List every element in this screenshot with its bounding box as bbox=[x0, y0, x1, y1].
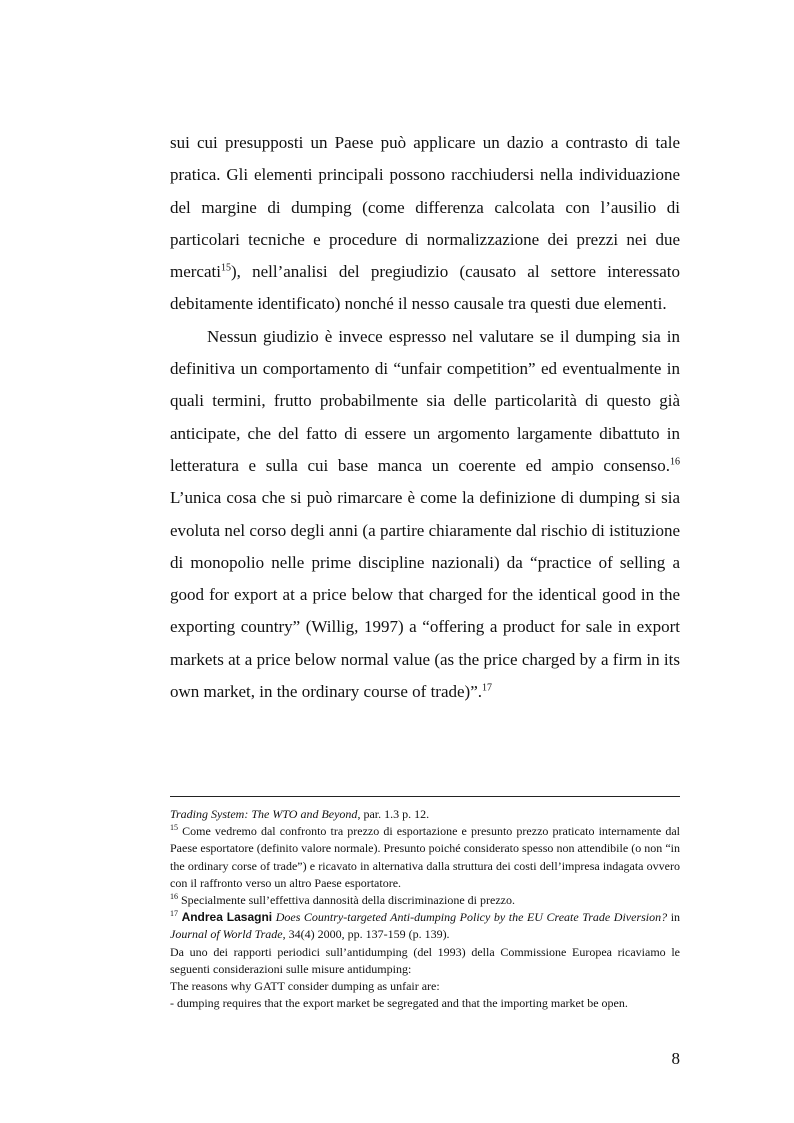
footnote-extra-2: The reasons why GATT consider dumping as unfair are: bbox=[170, 979, 440, 994]
footnote-17-number: 17 bbox=[170, 909, 178, 919]
body-text bbox=[170, 127, 680, 708]
paragraph-1-text: sui cui presupposti un Paese può applicare un dazio a contrasto di tale pratica. Gli elementi principali possono racchiudersi nella individuazione del margine di dumping (come differenza calcolata con l’ausilio di particolari tecniche e procedure di normalizzazione dei prezzi nei due mercati bbox=[170, 133, 680, 282]
footnote-15 bbox=[170, 823, 680, 892]
footnote-ref-15: 15 bbox=[220, 262, 231, 274]
footnote-15-text: Come vedremo dal confronto tra prezzo di esportazione e presunto prezzo praticato internamente dal Paese esportatore (definito valore normale). Presunto poiché considerato spesso non attendibile (o non “in the ordinary corse of trade”) e ricavato in alternativa dalla struttura dei costi dell’impresa indagata ovvero con il raffronto verso un altro Paese esportatore. bbox=[170, 824, 680, 890]
footnote-extra-3: - dumping requires that the export market be segregated and that the importing market be open. bbox=[170, 996, 628, 1011]
footnotes bbox=[170, 806, 680, 1012]
paragraph-2-text-cont: L’unica cosa che si può rimarcare è come la definizione di dumping si sia evoluta nel corso degli anni (a partire chiaramente dal rischio di istituzione di monopolio nelle prime discipline nazionali) da “practice of selling a good for export at a price below that charged for the identical good in the exporting country” (Willig, 1997) a “offering a product for sale in export markets at a price below normal value (as the price charged by a firm in its own market, in the ordinary course of trade)”. bbox=[170, 488, 680, 702]
paragraph-1-text-cont: ), nell’analisi del pregiudizio (causato al settore interessato debitamente identificato) nonché il nesso causale tra questi due elementi. bbox=[170, 262, 680, 314]
footnote-separator bbox=[170, 796, 680, 797]
footnote-17-rest: , 34(4) 2000, pp. 137-159 (p. 139). bbox=[282, 927, 450, 942]
footnote-continued-rest: , par. 1.3 p. 12. bbox=[357, 807, 430, 821]
footnote-continued-title: Trading System: The WTO and Beyond bbox=[170, 807, 358, 821]
footnote-15-number: 15 bbox=[170, 823, 178, 833]
footnote-extra-1: Da uno dei rapporti periodici sull’antidumping (del 1993) della Commissione Europea ricaviamo le seguenti considerazioni sulle misure antidumping: bbox=[170, 944, 680, 976]
footnote-17-author: Andrea Lasagni bbox=[181, 910, 273, 925]
footnote-ref-16: 16 bbox=[670, 456, 680, 468]
paragraph-1 bbox=[170, 127, 680, 321]
footnote-17-in: in bbox=[667, 910, 681, 925]
footnote-17-journal: Journal of World Trade bbox=[170, 927, 283, 942]
footnote-16-text: Specialmente sull’effettiva dannosità della discriminazione di prezzo. bbox=[178, 893, 515, 908]
footnote-continued bbox=[170, 806, 680, 823]
footnote-17 bbox=[170, 909, 680, 943]
paragraph-2-text: Nessun giudizio è invece espresso nel valutare se il dumping sia in definitiva un comportamento di “unfair competition” ed eventualmente in quali termini, frutto probabilmente sia delle particolarità di questo già anticipate, che del fatto di essere un argomento largamente dibattuto in letteratura e sulla cui base manca un coerente ed ampio consenso. bbox=[170, 326, 680, 475]
footnote-16 bbox=[170, 892, 680, 909]
footnote-16-number: 16 bbox=[170, 892, 178, 902]
footnote-ref-17: 17 bbox=[482, 682, 493, 694]
paragraph-2 bbox=[170, 321, 680, 709]
page-number: 8 bbox=[671, 1049, 680, 1068]
footnote-17-title: Does Country-targeted Anti-dumping Policy by the EU Create Trade Diversion? bbox=[275, 910, 668, 925]
